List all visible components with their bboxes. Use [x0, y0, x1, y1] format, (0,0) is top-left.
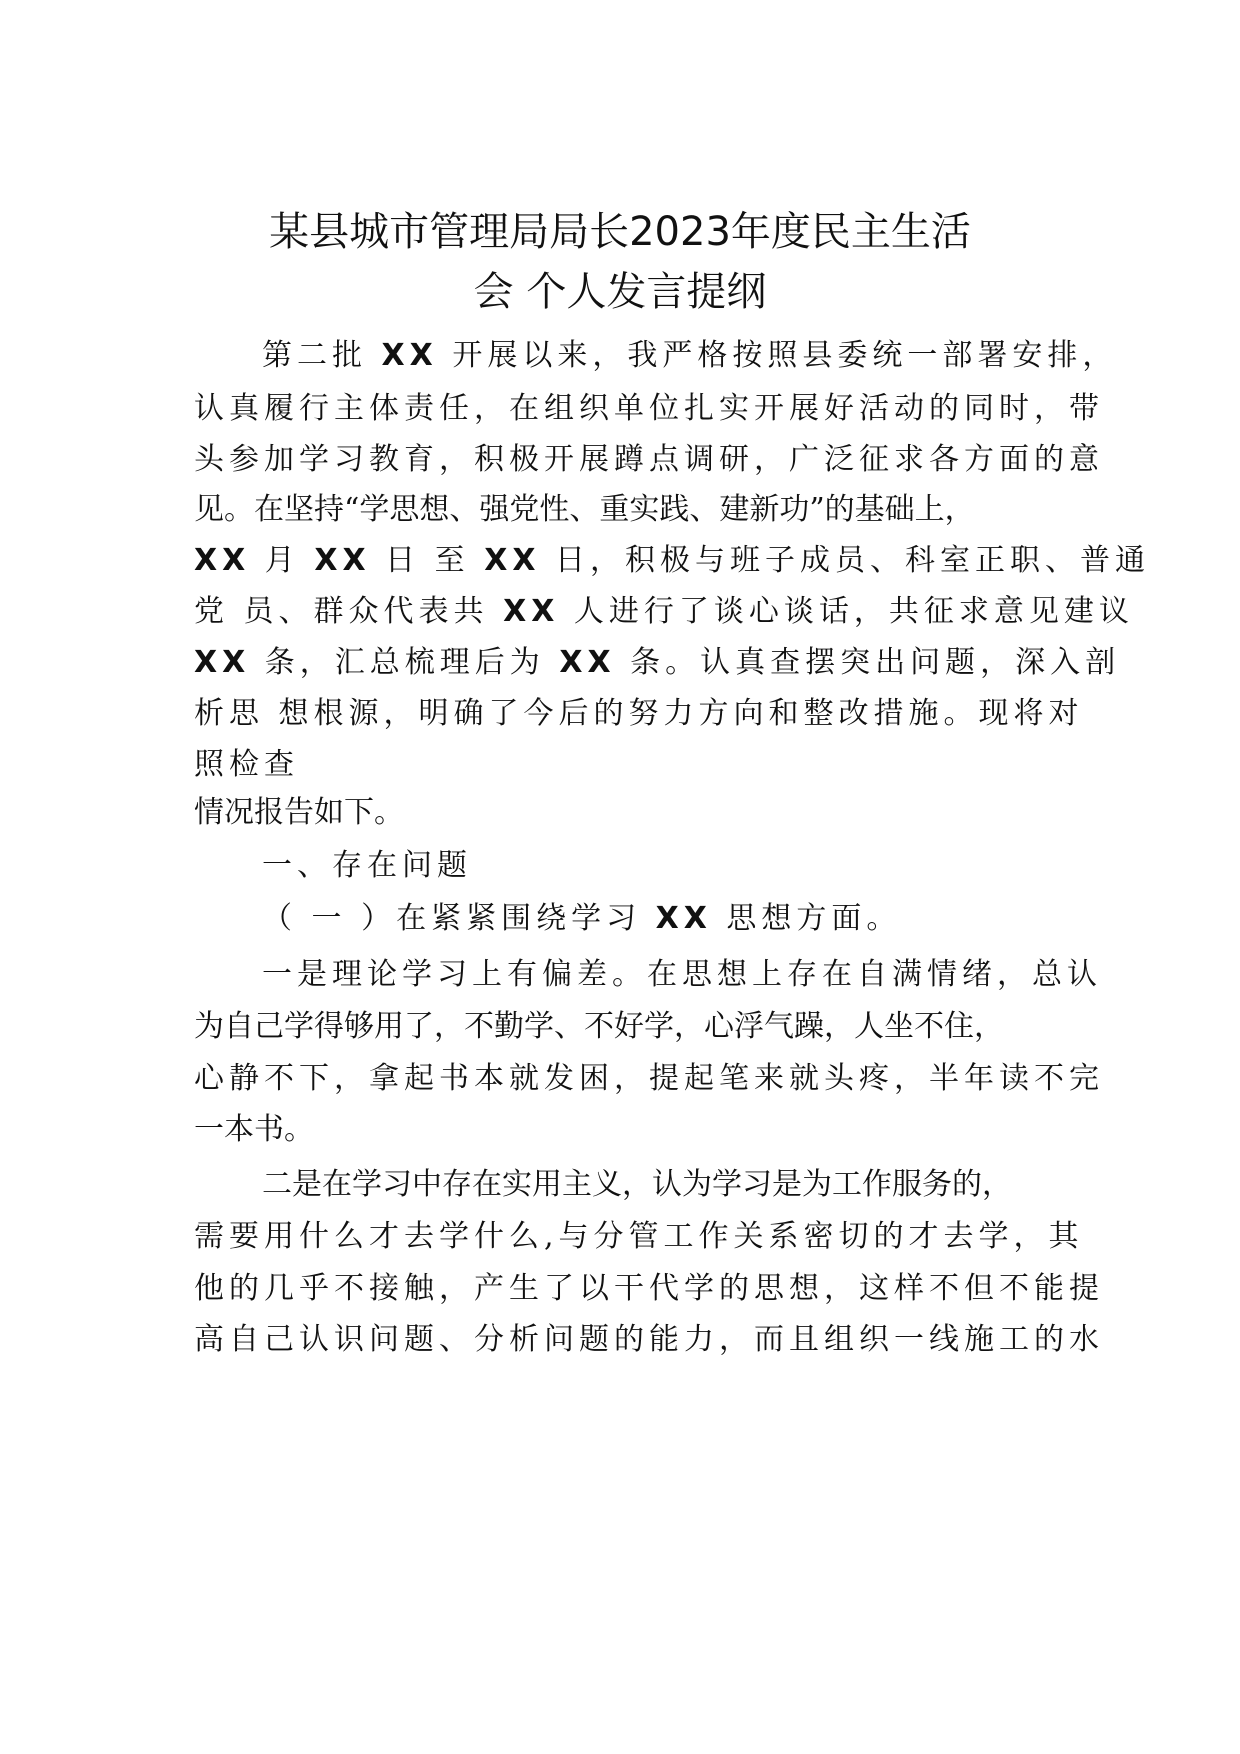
document-title-line-1: 某县城市管理局局长2023年度民主生活	[269, 209, 971, 255]
paragraph-line: 他的几乎不接触，产生了以干代学的思想，这样不但不能提	[194, 1271, 1104, 1306]
paragraph-line: 第二批 XX 开展以来，我严格按照县委统一部署安排，	[262, 338, 1118, 373]
paragraph-line: 党 员、群众代表共 XX 人进行了谈心谈话，共征求意见建议	[194, 594, 1134, 629]
paragraph-line: 高自己认识问题、分析问题的能力，而且组织一线施工的水	[194, 1322, 1104, 1357]
paragraph-line: 认真履行主体责任，在组织单位扎实开展好活动的同时，带	[194, 391, 1104, 426]
placeholder-xx: XX	[484, 543, 541, 578]
placeholder-xx: XX	[559, 645, 616, 680]
document-title-line-2: 会 个人发言提纲	[473, 269, 767, 315]
paragraph-line: 析思 想根源，明确了今后的努力方向和整改措施。现将对	[194, 696, 1084, 731]
paragraph-line: 二是在学习中存在实用主义，认为学习是为工作服务的，	[262, 1167, 1012, 1202]
placeholder-xx: XX	[314, 543, 371, 578]
paragraph-line: 头参加学习教育，积极开展蹲点调研，广泛征求各方面的意	[194, 442, 1104, 477]
placeholder-xx: XX	[503, 594, 560, 629]
paragraph-line: 情况报告如下。	[194, 795, 404, 830]
placeholder-xx: XX	[381, 338, 438, 373]
placeholder-xx: XX	[655, 901, 712, 936]
paragraph-line: 照检查	[194, 747, 299, 782]
paragraph-line: 见。在坚持“学思想、强党性、重实践、建新功”的基础上，	[194, 492, 975, 527]
paragraph-line: XX 月 XX 日 至 XX 日，积极与班子成员、科室正职、普通	[194, 543, 1151, 578]
section-heading: 一、存在问题	[262, 848, 472, 883]
paragraph-line: XX 条，汇总梳理后为 XX 条。认真查摆突出问题，深入剖	[194, 645, 1121, 680]
subsection-heading: （ 一 ）在紧紧围绕学习 XX 思想方面。	[262, 901, 902, 936]
paragraph-line: 需要用什么才去学什么,与分管工作关系密切的才去学，其	[194, 1219, 1084, 1254]
paragraph-line: 一本书。	[194, 1112, 314, 1147]
paragraph-line: 为自己学得够用了，不勤学、不好学，心浮气躁，人坐不住，	[194, 1009, 1004, 1044]
placeholder-xx: XX	[194, 645, 251, 680]
placeholder-xx: XX	[194, 543, 251, 578]
paragraph-line: 心静不下，拿起书本就发困，提起笔来就头疼，半年读不完	[194, 1061, 1104, 1096]
paragraph-line: 一是理论学习上有偏差。在思想上存在自满情绪，总认	[262, 957, 1102, 992]
